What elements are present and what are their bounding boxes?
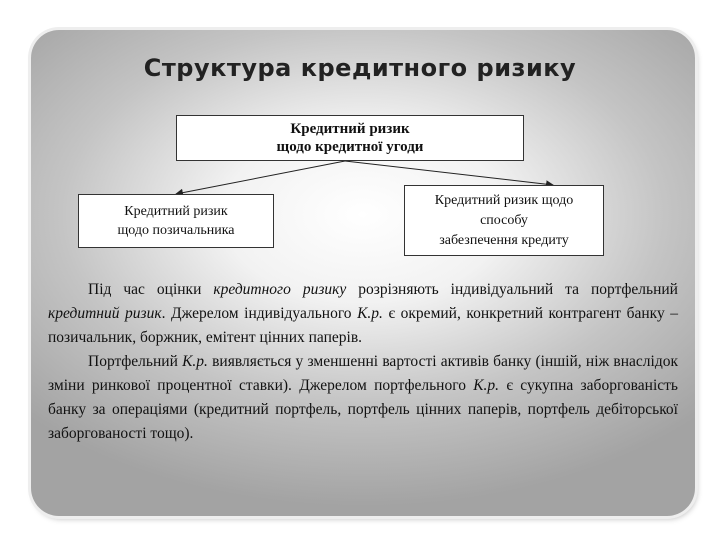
root-node-line1: Кредитний ризик	[290, 121, 410, 137]
right-node-line3: забезпечення кредиту	[439, 232, 569, 248]
root-node-credit-risk-agreement	[176, 115, 524, 161]
node-credit-risk-collateral	[404, 185, 604, 256]
root-node-line2: щодо кредитної угоди	[276, 139, 424, 155]
arrow-to-right	[345, 161, 553, 185]
right-node-line2: способу	[480, 212, 528, 228]
arrow-to-left	[176, 161, 345, 194]
paragraph-1	[48, 278, 678, 350]
p2-italic-1: К.р.	[182, 353, 208, 370]
right-node-line1: Кредитний ризик щодо	[434, 192, 574, 208]
p1-text-3: . Джерелом індивідуального	[161, 305, 358, 322]
p2-text-1: Портфельний	[88, 353, 183, 370]
p1-italic-2: кредитний ризик	[48, 305, 162, 322]
slide-title: Структура кредитного ризику	[143, 54, 577, 82]
p1-text-1: Під час оцінки	[88, 281, 214, 298]
p2-italic-2: К.р.	[473, 377, 500, 394]
p2-text-2: виявляється у зменшенні вартості активів банку (іншій, ніж внаслідок зміни ринкової процентної ставки). Джерелом портфельного	[48, 353, 679, 394]
p2-text-3: є сукупна заборгованість банку за операціями (кредитний портфель, портфель цінних паперів, портфель дебіторської заборгованості тощо).	[48, 377, 678, 442]
p1-text-4: є окремий, конкретний контрагент банку – позичальник, боржник, емітент цінних паперів.	[48, 305, 678, 346]
left-node-line1: Кредитний ризик	[124, 204, 228, 219]
p1-italic-1: кредитного ризику	[213, 281, 347, 298]
p1-italic-3: К.р.	[357, 305, 383, 322]
left-node-line2: щодо позичальника	[117, 223, 235, 238]
paragraph-2	[48, 350, 678, 446]
body-text	[48, 278, 678, 446]
p1-text-2: розрізняють індивідуальний та портфельний	[346, 281, 678, 298]
node-credit-risk-borrower	[78, 194, 274, 248]
